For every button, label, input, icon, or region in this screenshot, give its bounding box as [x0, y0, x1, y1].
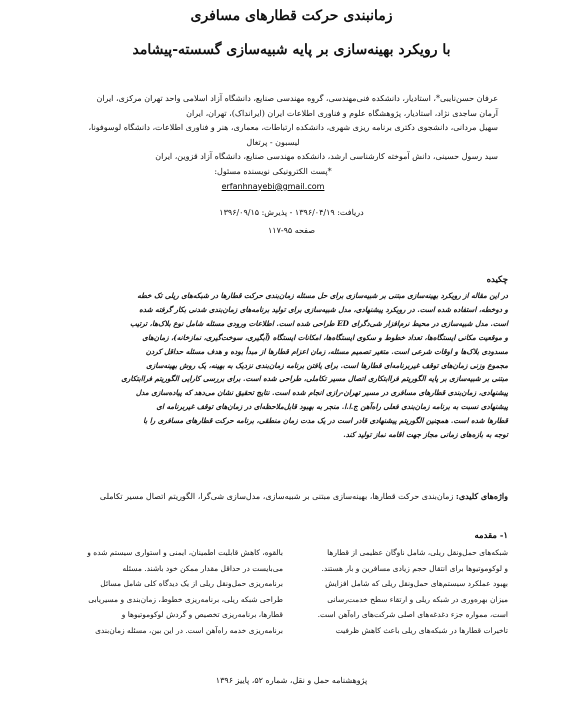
body-line: است، ممواره جزء دغدغه‌های اصلی شرکت‌های راه‌آهن است.: [317, 610, 508, 619]
abstract-line: توجه به بازه‌های زمانی مجاز جهت اقامه نماز تولید کند.: [343, 430, 508, 440]
abstract-line: مسدودی بلاک‌ها و اوقات شرعی است. متغیر تصمیم مسئله، زمان اعزام قطارها از مبدأ بوده و هدف مسئله حداقل کردن: [145, 346, 508, 356]
body-line: قطارها، برنامه‌ریزی تخصیص و گردش لوکوموتیوها و: [121, 610, 283, 619]
journal-footer: پژوهشنامه حمل و نقل، شماره ۵۲، پاییز ۱۳۹۶: [215, 676, 368, 685]
author-4: سید رسول حسینی، دانش آموخته کارشناسی ارشد، دانشکده مهندسی صنایع، دانشگاه آزاد قزوین، ایران: [155, 152, 498, 162]
title-line-2: با رویکرد بهینه‌سازی بر پایه شبیه‌سازی گسسته-پیشامد: [132, 42, 451, 58]
body-column-left: [77, 545, 283, 638]
abstract-body: [80, 289, 508, 442]
body-line: میزان بهره‌وری در شبکه ریلی و ارتقاء سطح خدمت‌رسانی: [327, 594, 508, 604]
keywords-label: واژه‌های کلیدی:: [455, 491, 508, 501]
abstract-heading: چکیده: [486, 275, 508, 285]
body-line: می‌بایست در حداقل مقدار ممکن خود باشند. مسئله: [122, 563, 283, 573]
corresponding-email-row: [48, 180, 498, 195]
keywords-row: [78, 491, 508, 501]
email-link[interactable]: erfanhnayebi@gmail.com: [221, 181, 325, 191]
abstract-line: پیشنهادی نسبت به برنامه زمان‌بندی فعلی راه‌آهن ج.ا.ا. منجر به بهبود قابل‌ملاحظه‌ای در زمان‌های توقف غیربرنامه ای: [156, 402, 508, 412]
keywords-text: زمان‌بندی حرکت قطارها، بهینه‌سازی مبتنی بر شبیه‌سازی، مدل‌سازی شی‌گرا، الگوریتم اتصال مسیر تکاملی: [99, 492, 454, 501]
abstract-line: است. مدل شبیه‌سازی در محیط نرم‌افزار شی‌دگرای ED طراحی شده است. اطلاعات ورودی مسئله شامل نوع بلاک‌ها، ترتیب: [129, 318, 508, 328]
body-line: شبکه‌های حمل‌ونقل ریلی، شامل ناوگان عظیمی از قطارها: [327, 548, 508, 557]
section-heading-introduction: ۱- مقدمه: [474, 531, 508, 541]
author-2: آرمان ساجدی نژاد، استادیار، پژوهشگاه علوم و فناوری اطلاعات ایران (ایرانداک)، تهران، ایران: [186, 108, 498, 118]
authors-block: [48, 92, 498, 194]
body-line: بالقوه، کاهش قابلیت اطمینان، ایمنی و استواری سیستم شده و: [87, 548, 283, 557]
author-3-location: لیسبون - پرتغال: [246, 137, 300, 147]
abstract-line: قطارها شده است. همچنین الگوریتم پیشنهادی قادر است در یک مدت زمان منطقی، برنامه حرکت قطارهای مسافری را با: [143, 416, 508, 426]
title-line-1: زمانبندی حرکت قطارهای مسافری: [190, 8, 393, 24]
abstract-line: پیشنهادی، زمان‌بندی قطارهای مسافری در مسیر تهران-رازی انجام شده است. نتایج تحقیق نشان می‌دهد که پیاده‌سازی مدل: [135, 388, 508, 398]
corresponding-email-label: *پست الکترونیکی نویسنده مسئول:: [214, 166, 332, 176]
body-line: برنامه‌ریزی حمل‌ونقل ریلی از یک دیدگاه کلی شامل مسائل: [100, 579, 283, 588]
abstract-line: و موقعیت مکانی ایستگاه‌ها، تعداد خطوط و سکوی ایستگاه‌ها، امکانات ایستگاه (آبگیری، سوخت‌گیری، نماز‌خانه)، زمان‌های: [142, 332, 508, 342]
abstract-line: مجموع وزنی زمان‌های توقف غیربرنامه‌ای قطارها است. برای یافتن برنامه زمان‌بندی نزدیک به بهینه، یک روش بهینه‌سازی: [146, 360, 508, 370]
author-3: سهیل مردانی، دانشجوی دکتری برنامه ریزی شهری، دانشکده ارتباطات، معماری، هنر و فناوری اطلاعات، دانشگاه لوسوفونا،: [88, 123, 498, 133]
body-line: و لوکوموتیوها برای انتقال حجم زیادی مسافرین و بار هستند.: [321, 563, 508, 573]
abstract-line: در این مقاله از رویکرد بهینه‌سازی مبتنی بر شبیه‌سازی برای حل مسئله زمان‌بندی حرکت قطارها در شبکه‌های ریلی تک خطه: [137, 291, 508, 300]
body-line: تاخیرات قطارها در شبکه‌های ریلی باعث کاهش ظرفیت: [335, 625, 508, 635]
page-range: صفحه ۹۵-۱۱۷: [267, 226, 316, 235]
abstract-line: و دوخطه، استفاده شده است. در رویکرد پیشنهادی، مدل شبیه‌سازی برای تولید برنامه‌های زمان‌بندی شدنی بکار گرفته شده: [139, 304, 508, 314]
body-column-right: [302, 545, 508, 638]
body-line: برنامه‌ریزی خدمه راه‌آهن است. در این بین، مسئله زمان‌بندی: [95, 625, 283, 635]
author-1: عرفان حسن‌نایبی*، استادیار، دانشکده فنی‌مهندسی، گروه مهندسی صنایع، دانشگاه آزاد اسلامی واحد تهران مرکزی، ایران: [96, 94, 498, 103]
body-line: بهبود عملکرد سیستم‌های حمل‌ونقل ریلی که شامل افزایش: [325, 579, 508, 588]
submission-dates: دریافت: ۱۳۹۶/۰۴/۱۹ - پذیرش: ۱۳۹۶/۰۹/۱۵: [219, 208, 364, 217]
abstract-line: مبتنی بر شبیه‌سازی بر پایه الگوریتم فراابتکاری اتصال مسیر تکاملی، طراحی شده است. برای بررسی کارایی الگوریتم فراابتکاری: [121, 374, 508, 384]
body-line: طراحی شبکه ریلی، برنامه‌ریزی خطوط، زمان‌بندی و مسیریابی: [88, 594, 283, 604]
